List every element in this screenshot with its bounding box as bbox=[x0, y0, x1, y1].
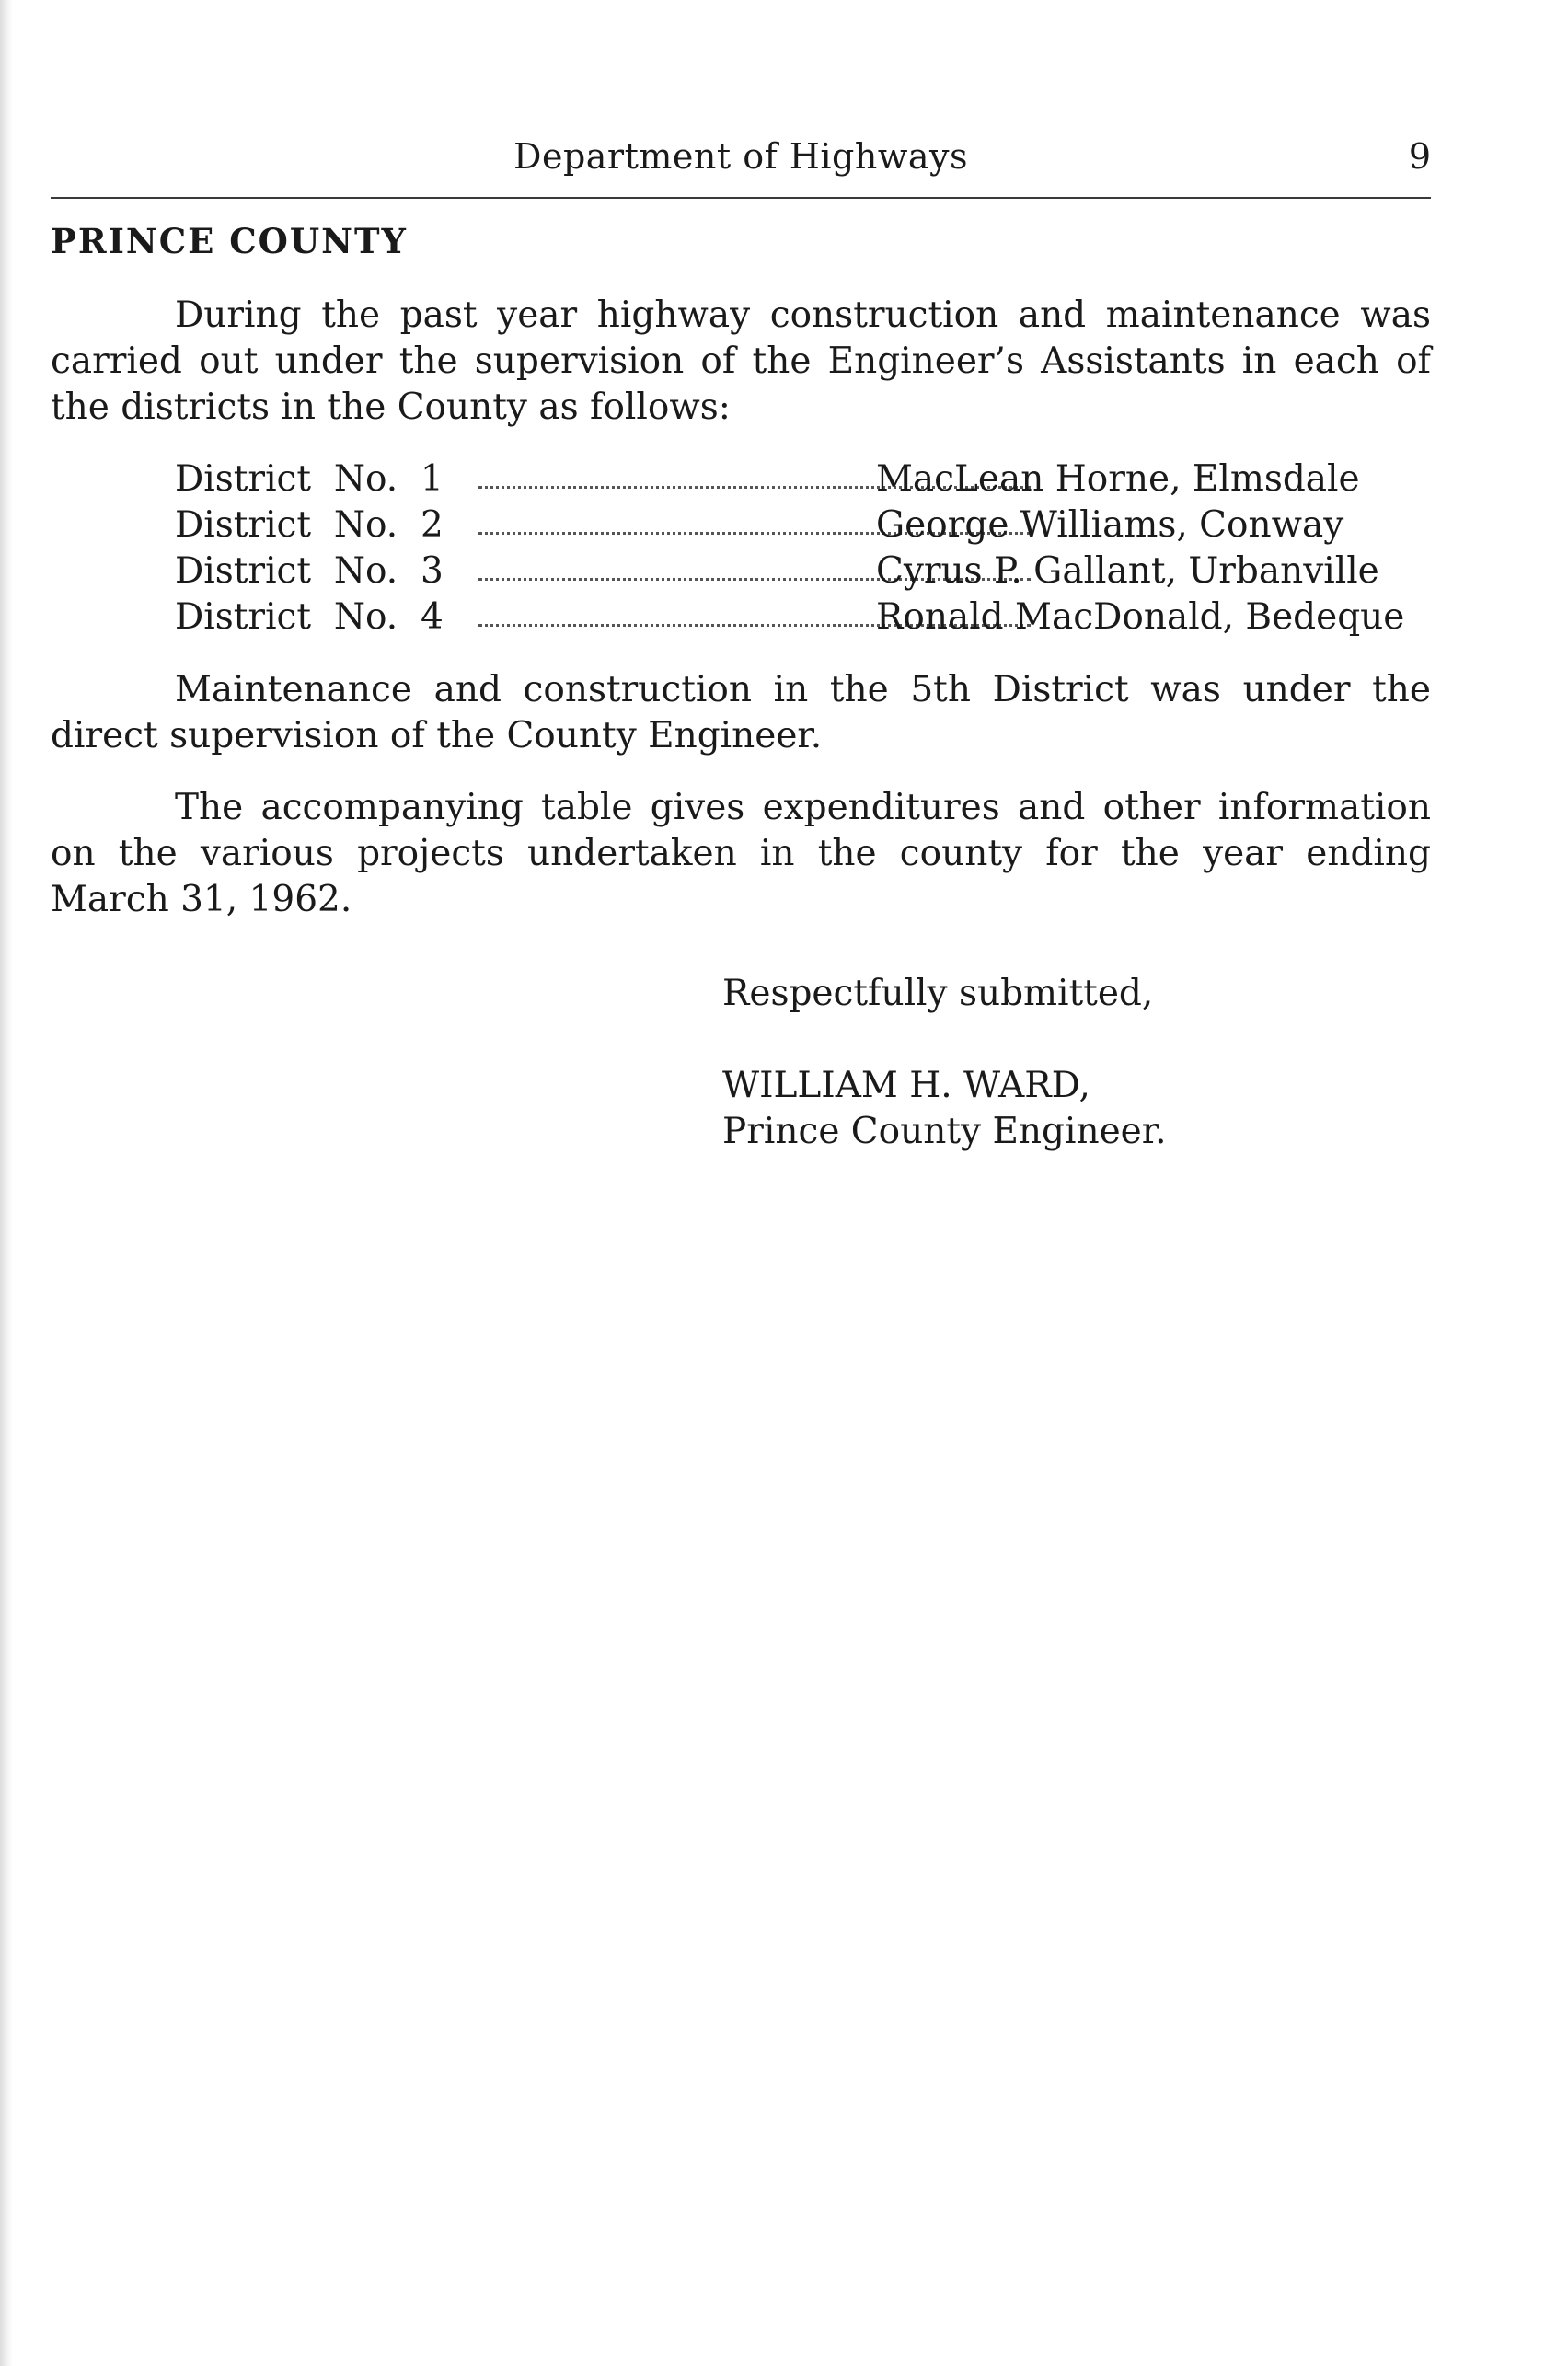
signer-title: Prince County Engineer. bbox=[722, 1111, 1167, 1152]
district-assistant: Cyrus P. Gallant, Urbanville bbox=[876, 550, 1379, 592]
header-rule bbox=[51, 197, 1431, 199]
district-row bbox=[175, 594, 1431, 641]
district-assistant: Ronald MacDonald, Bedeque bbox=[876, 596, 1405, 638]
signer-name: WILLIAM H. WARD, bbox=[722, 1065, 1090, 1106]
running-header bbox=[51, 129, 1431, 184]
district-label: District No. 3 bbox=[175, 550, 444, 592]
district-row bbox=[175, 548, 1431, 594]
district-label: District No. 2 bbox=[175, 504, 444, 546]
page-number: 9 bbox=[1408, 136, 1431, 177]
page-edge-shadow bbox=[0, 0, 13, 2366]
district-assistant: George Williams, Conway bbox=[876, 504, 1344, 546]
fifth-district-paragraph: Maintenance and construction in the 5th District was under the direct supervision of the County Engineer. bbox=[51, 669, 1431, 756]
closing-line: Respectfully submitted, bbox=[722, 973, 1154, 1014]
header-title: Department of Highways bbox=[513, 136, 968, 177]
district-row bbox=[175, 456, 1431, 502]
district-list bbox=[175, 456, 1431, 641]
section-heading: PRINCE COUNTY bbox=[51, 221, 408, 261]
district-assistant: MacLean Horne, Elmsdale bbox=[876, 458, 1360, 500]
district-label: District No. 4 bbox=[175, 596, 444, 638]
district-row bbox=[175, 502, 1431, 548]
district-label: District No. 1 bbox=[175, 458, 444, 500]
signature-block bbox=[722, 971, 1167, 1155]
intro-paragraph: During the past year highway construction and maintenance was carried out under the supervision of the Engineer’s Assistants in each of the districts in the County as follows: bbox=[51, 294, 1431, 428]
table-note-paragraph: The accompanying table gives expenditures and other information on the various projects undertaken in the county for the year ending March 31, 1962. bbox=[51, 787, 1431, 920]
